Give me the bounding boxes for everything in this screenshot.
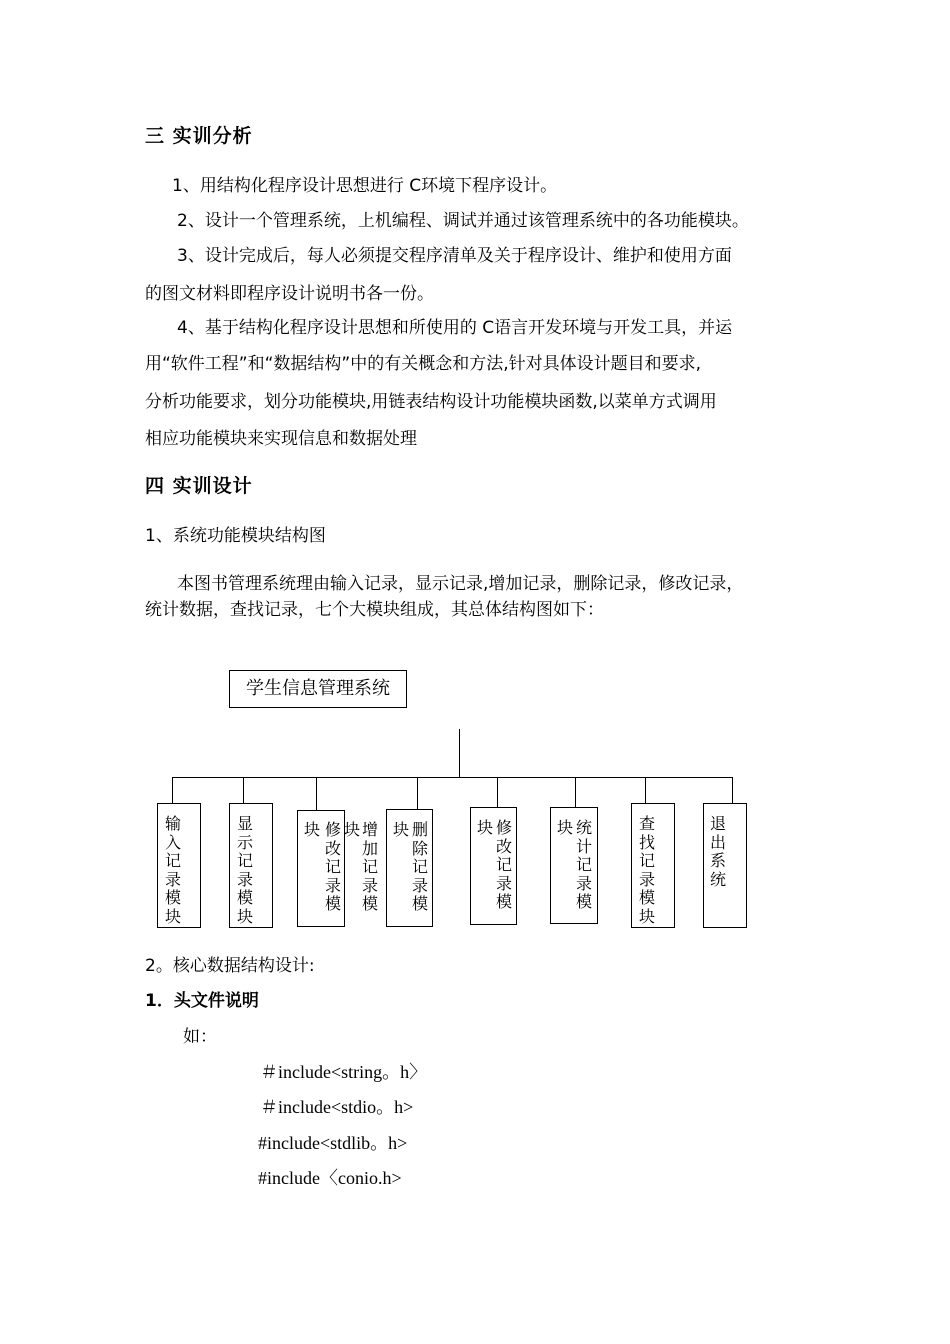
module-side-modify-1: 块: [303, 820, 320, 839]
include-line-3: #include<stdlib。h>: [258, 1133, 408, 1153]
connector-4: [417, 777, 418, 809]
include-line-1: ＃include<string。h〉: [260, 1062, 428, 1082]
module-label-display: 显示记录模块: [236, 814, 253, 926]
section-3-paragraph-4-line-3: 分析功能要求，划分功能模块,用链表结构设计功能模块函数,以菜单方式调用: [145, 392, 717, 412]
section-3-paragraph-3-line-2: 的图文材料即程序设计说明书各一份。: [145, 284, 434, 304]
module-label-statistics: 统计记录模: [575, 818, 592, 911]
include-line-4: #include〈conio.h>: [258, 1168, 402, 1188]
section-3-heading: 三 实训分析: [145, 125, 253, 147]
diagram-trunk-line: [459, 729, 460, 778]
module-side-add: 块: [343, 820, 360, 839]
section-4-intro-line-2: 统计数据，查找记录，七个大模块组成，其总体结构图如下：: [145, 600, 604, 620]
section-3-paragraph-4-line-1: 4、基于结构化程序设计思想和所使用的 C语言开发环境与开发工具，并运: [177, 318, 733, 338]
module-label-modify-2: 修改记录模: [495, 818, 512, 911]
section-4-subheading-2: 2。核心数据结构设计:: [145, 956, 315, 976]
section-4-subheading-3: 1．头文件说明: [145, 991, 259, 1011]
section-3-paragraph-1: 1、用结构化程序设计思想进行 C环境下程序设计。: [172, 176, 558, 196]
connector-5: [497, 777, 498, 807]
module-label-delete: 删除记录模: [411, 820, 428, 913]
module-label-add: 增加记录模: [361, 820, 378, 913]
connector-8: [732, 777, 733, 803]
module-label-input: 输入记录模块: [164, 814, 181, 926]
module-label-modify-1: 修改记录模: [324, 820, 341, 913]
connector-2: [243, 777, 244, 803]
connector-1: [172, 777, 173, 803]
module-side-statistics: 块: [556, 818, 573, 837]
module-label-search: 查找记录模块: [638, 814, 655, 926]
section-4-intro-line-1: 本图书管理系统理由输入记录，显示记录,增加记录，删除记录，修改记录，: [177, 574, 744, 594]
connector-3: [316, 777, 317, 810]
connector-7: [645, 777, 646, 803]
section-4-heading: 四 实训设计: [145, 475, 253, 497]
connector-6: [575, 777, 576, 807]
section-3-paragraph-2: 2、设计一个管理系统，上机编程、调试并通过该管理系统中的各功能模块。: [177, 211, 749, 231]
module-label-exit: 退出系统: [709, 814, 726, 889]
module-side-delete: 块: [392, 820, 409, 839]
example-label: 如：: [183, 1027, 217, 1047]
section-3-paragraph-4-line-2: 用“软件工程”和“数据结构”中的有关概念和方法,针对具体设计题目和要求,: [145, 354, 702, 374]
module-side-modify-2: 块: [476, 818, 493, 837]
section-4-subheading-1: 1、系统功能模块结构图: [145, 526, 326, 546]
diagram-bus-line: [172, 777, 733, 778]
section-3-paragraph-4-line-4: 相应功能模块来实现信息和数据处理: [145, 429, 417, 449]
include-line-2: ＃include<stdio。h>: [260, 1097, 414, 1117]
section-3-paragraph-3-line-1: 3、设计完成后，每人必须提交程序清单及关于程序设计、维护和使用方面: [177, 246, 732, 266]
diagram-root-box: 学生信息管理系统: [229, 670, 407, 708]
